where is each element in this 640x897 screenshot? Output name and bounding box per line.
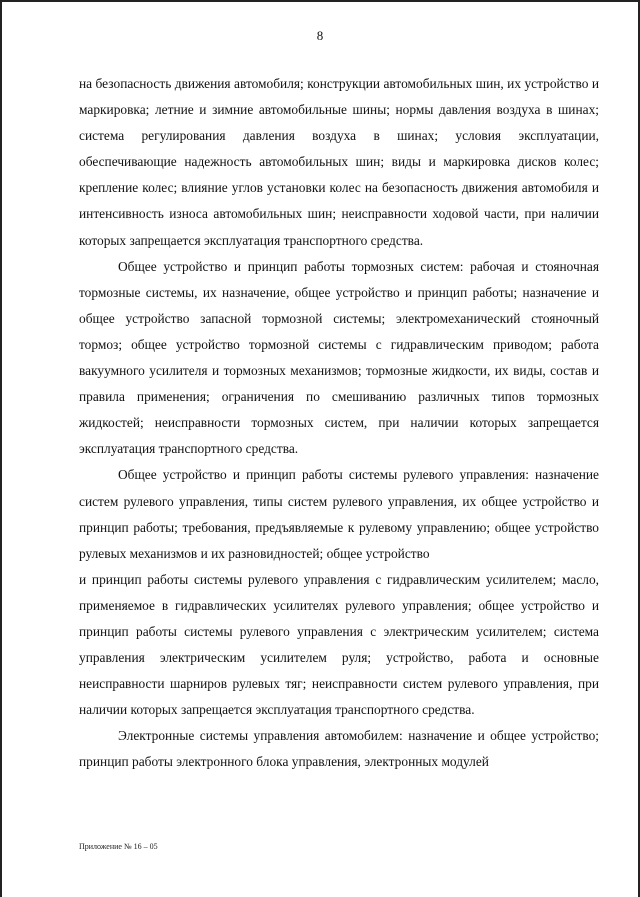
paragraph-wheels-tires: на безопасность движения автомобиля; конструкции автомобильных шин, их устройство и маркировка; летние и зимние автомобильные шины; нормы давления воздуха в шинах; система регулирования давления воздуха в шинах; условия эксплуатации, обеспечивающие надежность автомобильных шин; виды и маркировка дисков колес; крепление колес; влияние углов установки колес на безопасность движения автомобиля и интенсивность износа автомобильных шин; неисправности ходовой части, при наличии которых запрещается эксплуатация транспортного средства. (79, 76, 599, 248)
paragraph-power-steering: и принцип работы системы рулевого управления с гидравлическим усилителем; масло, применяемое в гидравлических усилителях рулевого управления; общее устройство и принцип работы системы рулевого управления с электрическим усилителем; система управления электрическим усилителем руля; устройство, работа и основные неисправности шарниров рулевых тяг; неисправности систем рулевого управления, при наличии которых запрещается эксплуатация транспортного средства. (79, 571, 599, 718)
page-number: 8 (316, 28, 324, 43)
page-edge-left (0, 0, 2, 897)
paragraph-brake-systems: Общее устройство и принцип работы тормозных систем: рабочая и стояночная тормозные системы, их назначение, общее устройство и принцип работы; назначение и общее устройство запасной тормозной системы; электромеханический стояночный тормоз; общее устройство тормозной системы с гидравлическим приводом; работа вакуумного усилителя и тормозных механизмов; тормозные жидкости, их виды, состав и правила применения; ограничения по смешиванию различных типов тормозных жидкостей; неисправности тормозных систем, при наличии которых запрещается эксплуатация транспортного средства. (79, 258, 599, 457)
paragraph-electronic-systems: Электронные системы управления автомобилем: назначение и общее устройство; принцип работы электронного блока управления, электронных модулей (79, 728, 599, 770)
page-edge-top (0, 0, 640, 2)
document-body (79, 71, 599, 776)
appendix-footer-label: Приложение № 16 – 05 (79, 842, 158, 851)
paragraph-steering-systems: Общее устройство и принцип работы системы рулевого управления: назначение систем рулевого управления, типы систем рулевого управления, их общее устройство и принцип работы; требования, предъявляемые к рулевому управлению; общее устройство рулевых механизмов и их разновидностей; общее устройство (79, 467, 599, 561)
